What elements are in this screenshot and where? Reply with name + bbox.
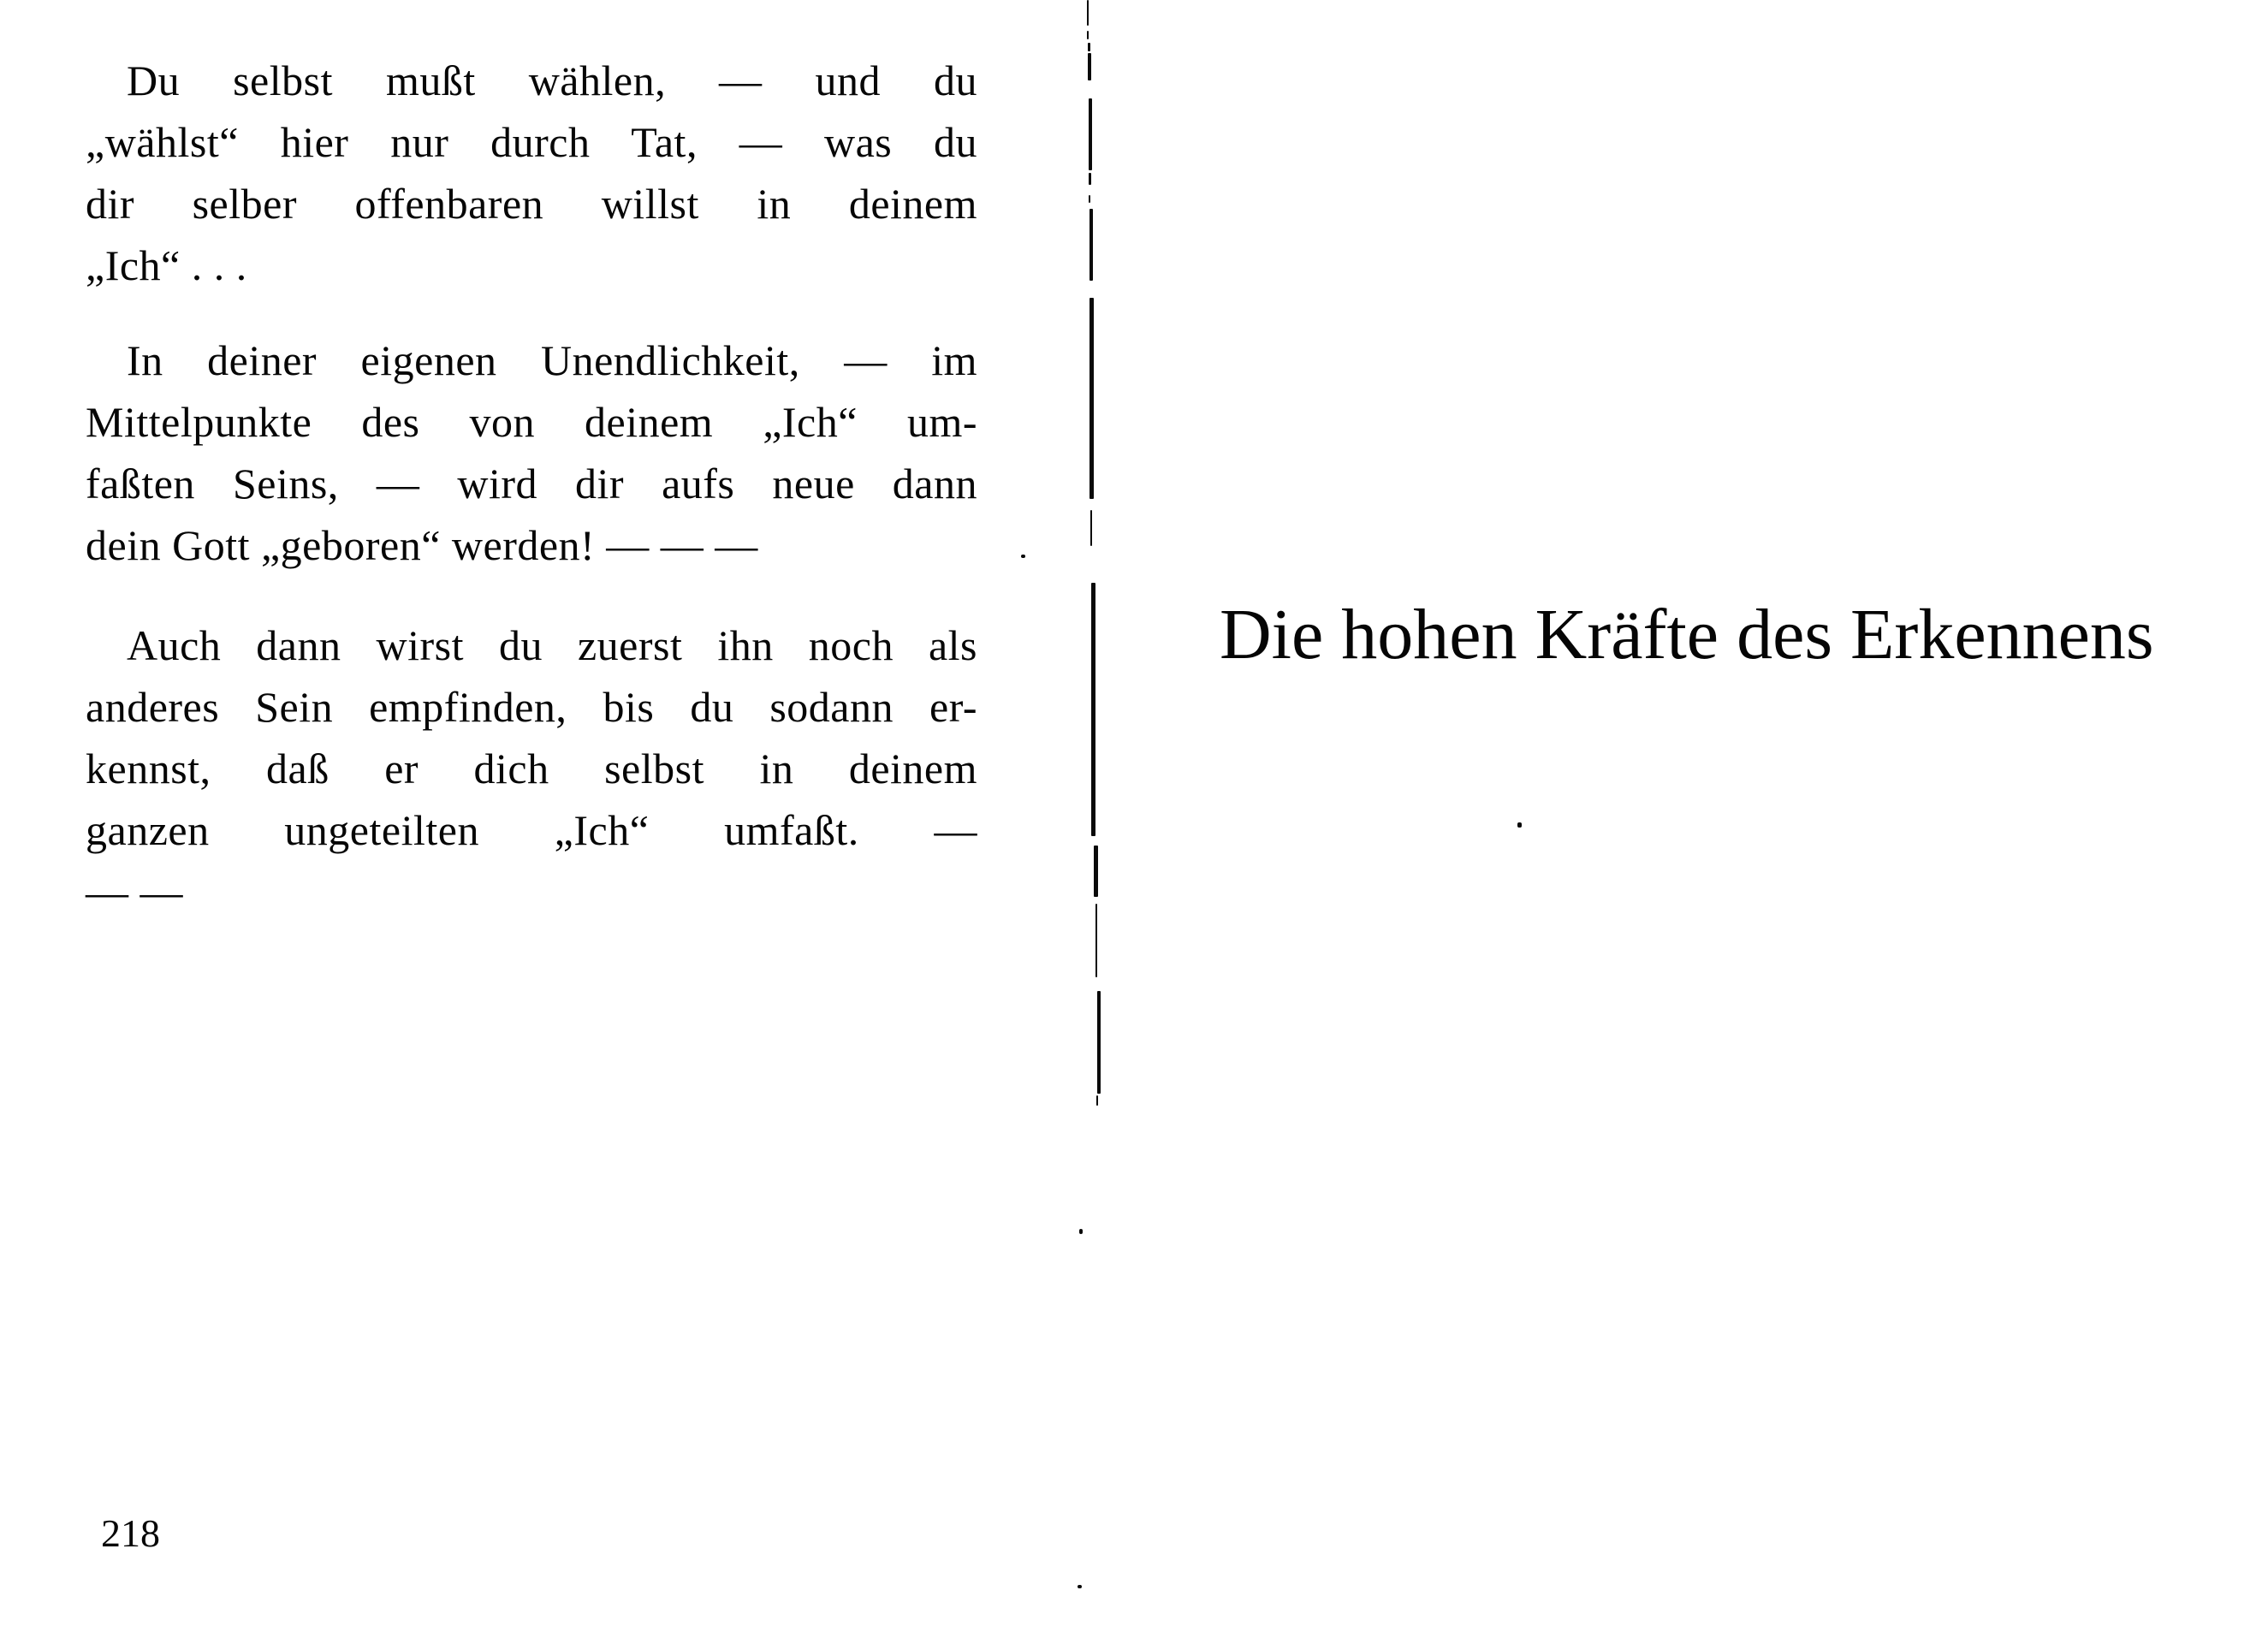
- body-line: — —: [86, 868, 183, 916]
- section-heading: Die hohen Kräfte des Erkennens: [1220, 595, 2154, 674]
- paragraph: [86, 50, 977, 296]
- paragraph: [86, 614, 977, 923]
- body-line: „Ich“ . . .: [86, 241, 247, 289]
- body-line: Auch dann wirst du zuerst ihn noch als: [127, 621, 977, 669]
- paragraph: [86, 329, 977, 576]
- page-number: 218: [101, 1511, 160, 1555]
- body-line: Mittelpunkte des von deinem „Ich“ um-: [86, 398, 977, 446]
- body-line: dir selber offenbaren willst in deinem: [86, 180, 977, 228]
- body-line: In deiner eigenen Unendlichkeit, — im: [127, 336, 977, 384]
- body-line: ganzen ungeteilten „Ich“ umfaßt. —: [86, 806, 977, 854]
- body-line: Du selbst mußt wählen, — und du: [127, 56, 977, 104]
- body-line: dein Gott „geboren“ werden! — — —: [86, 521, 758, 569]
- body-line: faßten Seins, — wird dir aufs neue dann: [86, 460, 977, 507]
- body-line: „wählst“ hier nur durch Tat, — was du: [86, 118, 977, 166]
- body-line: kennst, daß er dich selbst in deinem: [86, 745, 977, 792]
- body-line: anderes Sein empfinden, bis du sodann er-: [86, 683, 977, 731]
